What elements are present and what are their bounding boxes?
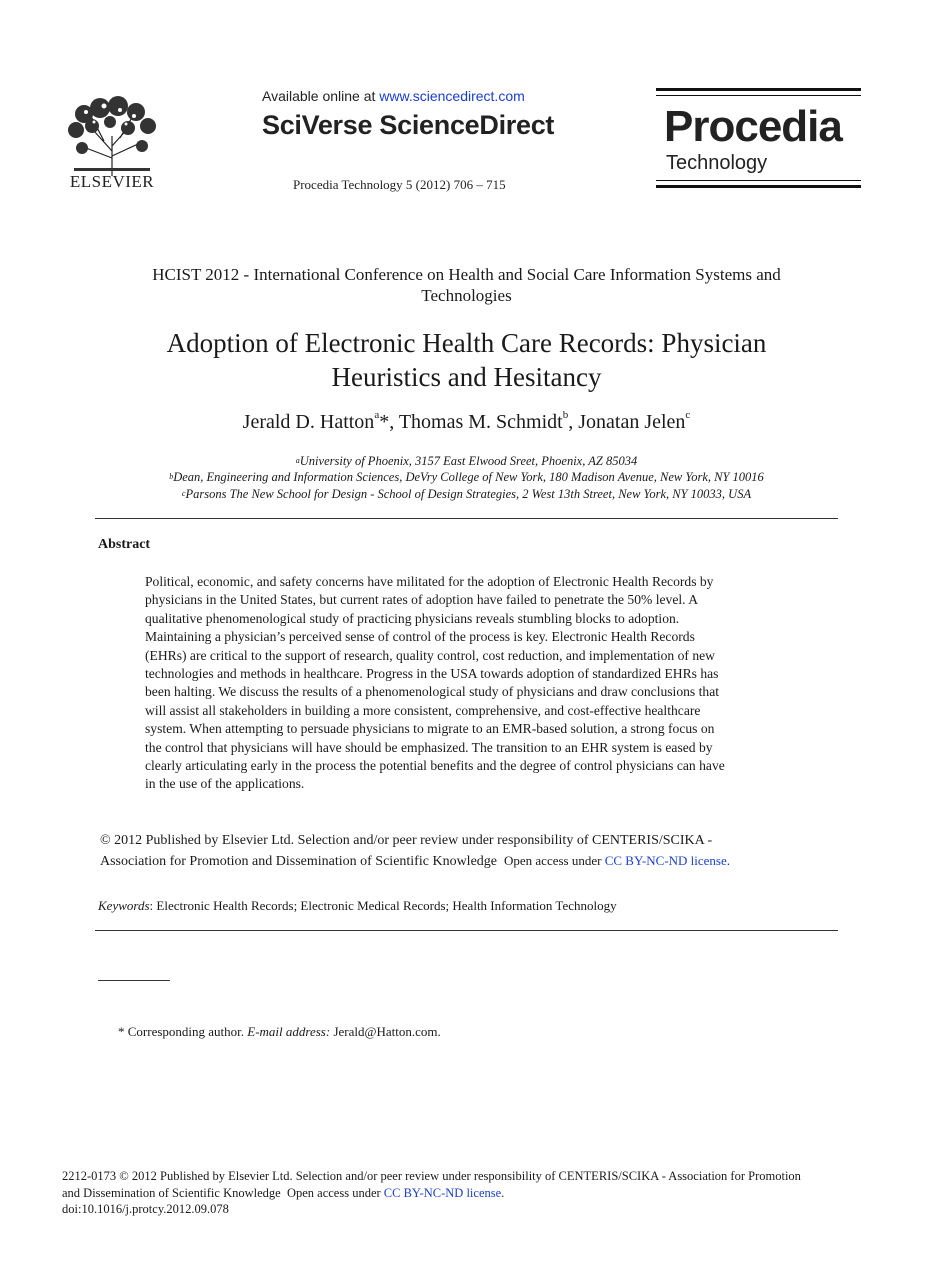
abstract-line: been halting. We discuss the results of a phenomenological study of physicians and draw conclusions that bbox=[145, 684, 720, 700]
abstract-line: Maintaining a physician’s perceived sense of control of the process is key. Electronic Health Records bbox=[145, 629, 695, 645]
license-period: . bbox=[726, 853, 731, 868]
affiliation-mark: b bbox=[169, 472, 174, 481]
logo-rule-top-thin bbox=[656, 95, 861, 96]
author-affiliation-mark: b bbox=[562, 409, 569, 421]
abstract-line: clearly articulating early in the process the potential benefits and the degree of control physicians can have bbox=[145, 758, 725, 774]
footer-license-link[interactable]: CC BY-NC-ND license bbox=[383, 1185, 502, 1200]
author-name: Jerald D. Hatton bbox=[242, 411, 375, 433]
affiliation-b bbox=[95, 469, 838, 485]
divider-top bbox=[95, 518, 838, 519]
author-separator: , bbox=[389, 411, 399, 433]
copyright-notice bbox=[100, 831, 800, 872]
doi: doi:10.1016/j.protcy.2012.09.078 bbox=[62, 1202, 229, 1216]
footnote-rule bbox=[98, 980, 170, 981]
author-separator: , bbox=[568, 411, 579, 433]
platform-name: SciVerse ScienceDirect bbox=[262, 110, 555, 140]
footer-period: . bbox=[501, 1185, 505, 1200]
footer-open-access: Open access under bbox=[286, 1185, 384, 1200]
email-label: E-mail address: bbox=[247, 1024, 331, 1039]
conference-line-2: Technologies bbox=[421, 286, 512, 305]
affiliation-mark: c bbox=[181, 489, 186, 498]
keywords-text: Electronic Health Records; Electronic Medical Records; Health Information Technology bbox=[156, 898, 617, 913]
procedia-logo bbox=[656, 88, 861, 188]
corresponding-mark: * bbox=[379, 411, 390, 433]
copyright-line-2 bbox=[100, 851, 800, 872]
author-name: Thomas M. Schmidt bbox=[398, 411, 563, 433]
corresponding-author-footnote bbox=[118, 1024, 441, 1040]
affiliation-text: Dean, Engineering and Information Sciences, DeVry College of New York, 180 Madison Avenue, New York, NY 10016 bbox=[173, 470, 764, 484]
title-line-1: Adoption of Electronic Health Care Records: Physician bbox=[166, 328, 767, 358]
author-affiliation-mark: a bbox=[374, 409, 380, 421]
abstract-line: (EHRs) are critical to the support of research, quality control, cost reduction, and implementation of new bbox=[145, 647, 716, 663]
email-address: Jerald@Hatton.com. bbox=[330, 1024, 441, 1039]
abstract-line: system. When attempting to persuade physicians to migrate to an EMR-based solution, a strong focus on bbox=[145, 721, 715, 737]
abstract-line: will assist all stakeholders in building a more consistent, comprehensive, and cost-effective healthcare bbox=[145, 702, 701, 718]
elsevier-wordmark: ELSEVIER bbox=[69, 172, 155, 191]
abstract-heading: Abstract bbox=[98, 537, 151, 552]
footer-line-1: 2212-0173 © 2012 Published by Elsevier Ltd. Selection and/or peer review under responsibility of CENTERIS/SCIKA - Association for Promotion bbox=[62, 1169, 801, 1183]
keywords-label: Keywords bbox=[98, 898, 150, 913]
abstract-line: technologies and methods in healthcare. Progress in the USA towards adoption of standardized EHRs has bbox=[145, 666, 719, 682]
affiliation-c bbox=[95, 486, 838, 502]
footer-line-2 bbox=[62, 1185, 862, 1202]
abstract-line: in the use of the applications. bbox=[145, 776, 305, 792]
copyright-line-1: © 2012 Published by Elsevier Ltd. Selection and/or peer review under responsibility of CENTERIS/SCIKA - bbox=[100, 833, 713, 848]
abstract-text bbox=[145, 573, 790, 794]
divider-bottom bbox=[95, 930, 838, 931]
affiliation-text: University of Phoenix, 3157 East Elwood Sreet, Phoenix, AZ 85034 bbox=[299, 454, 638, 468]
paper-title bbox=[95, 326, 838, 394]
author-list bbox=[95, 411, 838, 434]
procedia-subtitle: Technology bbox=[666, 152, 768, 174]
conference-line-1: HCIST 2012 - International Conference on Health and Social Care Information Systems and bbox=[152, 265, 781, 284]
abstract-line: qualitative phenomenological study of practicing physicians reveals stumbling blocks to adoption. bbox=[145, 610, 680, 626]
author-name: Jonatan Jelen bbox=[578, 411, 686, 433]
affiliation-a bbox=[95, 453, 838, 469]
keywords bbox=[98, 898, 617, 914]
procedia-wordmark: Procedia bbox=[664, 102, 842, 151]
sciencedirect-link[interactable]: www.sciencedirect.com bbox=[379, 88, 525, 104]
keywords-colon: : bbox=[149, 898, 157, 913]
footer-line-2-text: and Dissemination of Scientific Knowledge bbox=[62, 1185, 281, 1200]
logo-rule-top bbox=[656, 88, 861, 91]
abstract-line: Political, economic, and safety concerns have militated for the adoption of Electronic Health Records by bbox=[145, 574, 714, 589]
affiliation-text: Parsons The New School for Design - School of Design Strategies, 2 West 13th Street, New York, NY 10033, USA bbox=[185, 487, 752, 501]
page-footer bbox=[62, 1168, 862, 1218]
affiliation-mark: a bbox=[295, 456, 300, 465]
footnote-star: * Corresponding author. bbox=[118, 1024, 248, 1039]
logo-rule-bottom bbox=[656, 185, 861, 188]
available-prefix: Available online at bbox=[262, 88, 380, 104]
journal-reference: Procedia Technology 5 (2012) 706 – 715 bbox=[293, 177, 506, 192]
abstract-line: the control that physicians will have should be emphasized. The transition to an EHR system is eased by bbox=[145, 739, 713, 755]
available-online bbox=[262, 88, 525, 104]
title-line-2: Heuristics and Hesitancy bbox=[331, 362, 602, 392]
abstract-line: physicians in the United States, but current rates of adoption have failed to penetrate the 50% level. A bbox=[145, 592, 699, 608]
logo-rule-bottom-thin bbox=[656, 180, 861, 181]
author-affiliation-mark: c bbox=[685, 409, 691, 421]
conference-name bbox=[95, 264, 838, 306]
open-access-label: Open access under bbox=[504, 853, 605, 868]
license-link[interactable]: CC BY-NC-ND license bbox=[604, 853, 727, 868]
copyright-line-2-text: Association for Promotion and Dissemination of Scientific Knowledge bbox=[100, 854, 497, 869]
